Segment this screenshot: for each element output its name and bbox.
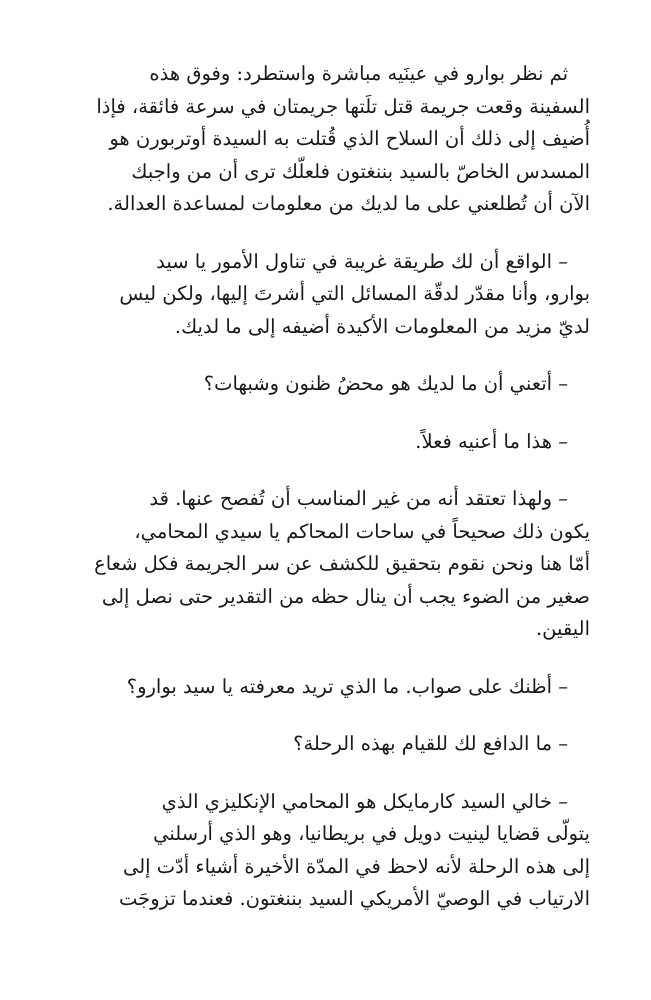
text-line: صغير من الضوء يجب أن ينال حظه من التقدير حتى نصل إلى bbox=[101, 584, 590, 608]
text-line: – أتعني أن ما لديك هو محضُ ظنون وشبهات؟ bbox=[203, 372, 568, 395]
text-line: ثم نظر بوارو في عينَيه مباشرة واستطرد: وفوق هذه bbox=[149, 62, 568, 85]
book-page bbox=[62, 58, 590, 941]
paragraph-2 bbox=[62, 246, 590, 344]
paragraph-6 bbox=[62, 671, 590, 704]
text-line: أمّا هنا ونحن نقوم بتحقيق للكشف عن سر الجريمة فكل شعاع bbox=[94, 552, 590, 575]
text-line: – ولهذا تعتقد أنه من غير المناسب أن تُفصح عنها. قد bbox=[149, 487, 568, 510]
text-line: – خالي السيد كارمايكل هو المحامي الإنكليزي الذي bbox=[161, 789, 568, 813]
text-line: يتولّى قضايا لينيت دويل في بريطانيا، وهو الذي أرسلني bbox=[153, 822, 590, 845]
text-line: يكون ذلك صحيحاً في ساحات المحاكم يا سيدي المحامي، bbox=[134, 519, 590, 543]
text-line: بوارو، وأنا مقدّر لدقّة المسائل التي أشرتَ إليها، ولكن ليس bbox=[119, 282, 590, 305]
text-line: – أظنك على صواب. ما الذي تريد معرفته يا سيد بوارو؟ bbox=[126, 674, 568, 698]
text-line: الارتياب في الوصيّ الأمريكي السيد بننغتون. فعندما تزوجَت bbox=[119, 887, 590, 910]
text-line: السفينة وقعت جريمة قتل تلَتها جريمتان في سرعة فائقة، فإذا bbox=[96, 94, 590, 118]
paragraph-1 bbox=[62, 58, 590, 221]
text-line: لديّ مزيد من المعلومات الأكيدة أضيفه إلى ما لديك. bbox=[174, 314, 590, 338]
text-line: – ما الدافع لك للقيام بهذه الرحلة؟ bbox=[293, 732, 568, 755]
text-line: – هذا ما أعنيه فعلاً. bbox=[415, 429, 568, 453]
text-line: أُضيف إلى ذلك أن السلاح الذي قُتلت به السيدة أوتربورن هو bbox=[109, 127, 590, 150]
paragraph-5 bbox=[62, 483, 590, 646]
paragraph-3 bbox=[62, 368, 590, 401]
text-line: المسدس الخاصّ بالسيد بننغتون فلعلّك ترى أن من واجبك bbox=[131, 159, 590, 183]
text-line: إلى هذه الرحلة لأنه لاحظ في المدّة الأخيرة أشياء أدّت إلى bbox=[122, 854, 590, 878]
paragraph-4 bbox=[62, 426, 590, 459]
paragraph-8 bbox=[62, 786, 590, 916]
text-line: – الواقع أن لك طريقة غريبة في تناول الأمور يا سيد bbox=[156, 249, 568, 273]
text-line: اليقين. bbox=[535, 617, 590, 640]
text-line: الآن أن تُطلعني على ما لديك من معلومات لمساعدة العدالة. bbox=[107, 192, 590, 215]
paragraph-7 bbox=[62, 728, 590, 761]
